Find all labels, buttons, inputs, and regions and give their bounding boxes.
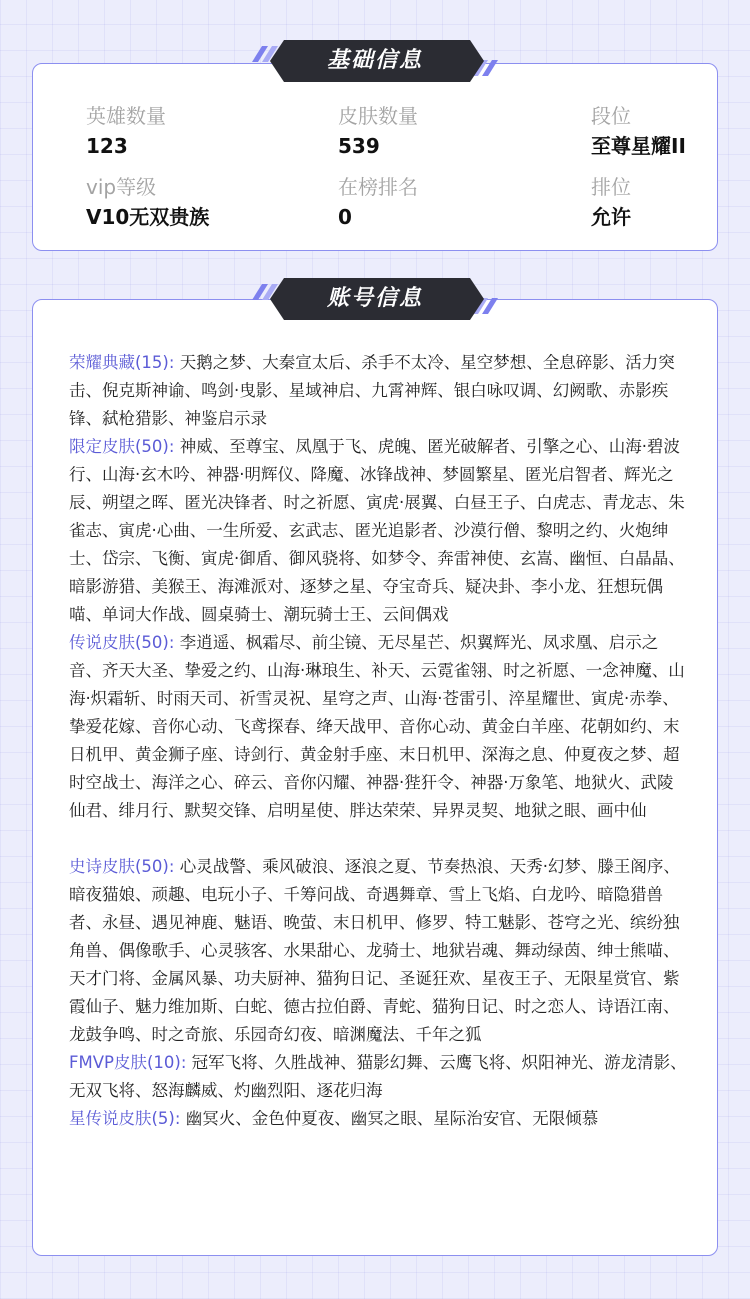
skin-category-legend [69, 629, 689, 825]
skin-category-glory [69, 349, 689, 433]
leaderboard-rank-value: 0 [338, 205, 352, 229]
skin-category-items: 李逍遥、枫霜尽、前尘镜、无尽星芒、炽翼辉光、凤求凰、启示之音、齐天大圣、挚爱之约、山海·琳琅生、补天、云霓雀翎、时之祈愿、一念神魔、山海·炽霜斩、时雨天司、祈雪灵祝、星穹之声、山海·苍雷引、淬星耀世、寅虎·赤拳、挚爱花嫁、音你心动、飞鸢探春、绛天战甲、音你心动、黄金白羊座、花朝如约、末日机甲、黄金狮子座、诗剑行、黄金射手座、末日机甲、深海之息、仲夏夜之梦、超时空战士、海洋之心、碎云、音你闪耀、神器·狴犴令、神器·万象笔、地狱火、武陵仙君、绯月行、默契交锋、启明星使、胖达荣荣、异界灵契、地狱之眼、画中仙 [69, 633, 685, 820]
skin-category-star-legend [69, 1105, 689, 1133]
vip-level-value: V10无双贵族 [86, 205, 210, 229]
skin-count-value: 539 [338, 134, 380, 158]
skin-count-field [338, 102, 558, 160]
hero-count-field [86, 102, 306, 160]
rank-tier-field [591, 102, 711, 160]
vip-level-label: vip等级 [86, 175, 157, 199]
skin-count-label: 皮肤数量 [338, 104, 418, 128]
basic-info-card [32, 63, 718, 251]
ranked-mode-value: 允许 [591, 205, 631, 229]
leaderboard-rank-field [338, 173, 558, 231]
rank-tier-label: 段位 [591, 104, 631, 128]
vip-level-field [86, 173, 306, 231]
account-info-card [32, 299, 718, 1256]
skin-category-fmvp [69, 1049, 689, 1105]
skin-category-limited [69, 433, 689, 629]
skin-category-items: 天鹅之梦、大秦宣太后、杀手不太冷、星空梦想、全息碎影、活力突击、倪克斯神谕、鸣剑·曳影、星域神启、九霄神辉、银白咏叹调、幻阙歌、赤影疾锋、弑枪猎影、神鉴启示录 [69, 353, 675, 428]
skin-category-items: 心灵战警、乘风破浪、逐浪之夏、节奏热浪、天秀·幻梦、滕王阁序、暗夜猫娘、顽趣、电玩小子、千筹问战、奇遇舞章、雪上飞焰、白龙吟、暗隐猎兽者、永昼、遇见神鹿、魅语、晚萤、末日机甲、修罗、特工魅影、苍穹之光、缤纷独角兽、偶像歌手、心灵骇客、水果甜心、龙骑士、地狱岩魂、舞动绿茵、绅士熊喵、天才门将、金属风暴、功夫厨神、猫狗日记、圣诞狂欢、星夜王子、无限星赏官、紫霞仙子、魅力维加斯、白蛇、德古拉伯爵、青蛇、猫狗日记、时之恋人、诗语江南、龙鼓争鸣、时之奇旅、乐园奇幻夜、暗渊魔法、千年之狐 [69, 857, 680, 1044]
ranked-mode-label: 排位 [591, 175, 631, 199]
spacer [69, 825, 689, 853]
basic-info-banner [248, 38, 502, 84]
skin-category-label: FMVP皮肤(10): [69, 1053, 187, 1072]
skin-category-label: 星传说皮肤(5): [69, 1109, 181, 1128]
skin-category-label: 史诗皮肤(50): [69, 857, 175, 876]
rank-tier-value: 至尊星耀II [591, 134, 686, 158]
hero-count-label: 英雄数量 [86, 104, 166, 128]
skin-category-items: 神威、至尊宝、凤凰于飞、虎魄、匿光破解者、引擎之心、山海·碧波行、山海·玄木吟、神器·明辉仪、降魔、冰锋战神、梦圆繁星、匿光启智者、辉光之辰、朔望之晖、匿光决锋者、时之祈愿、寅虎·展翼、白昼王子、白虎志、青龙志、朱雀志、寅虎·心曲、一生所爱、玄武志、匿光追影者、沙漠行僧、黎明之约、火炮绅士、岱宗、飞衡、寅虎·御盾、御风骁将、如梦令、奔雷神使、玄嵩、幽恒、白晶晶、暗影游猎、美猴王、海滩派对、逐梦之星、夺宝奇兵、疑决卦、李小龙、狂想玩偶喵、单词大作战、圆桌骑士、潮玩骑士王、云间偶戏 [69, 437, 685, 624]
skin-category-epic [69, 853, 689, 1049]
ranked-mode-field [591, 173, 711, 231]
hero-count-value: 123 [86, 134, 128, 158]
skin-category-items: 冠军飞将、久胜战神、猫影幻舞、云鹰飞将、炽阳神光、游龙清影、无双飞将、怒海麟威、灼幽烈阳、逐花归海 [69, 1053, 687, 1100]
skin-category-label: 荣耀典藏(15): [69, 353, 175, 372]
basic-info-title: 基础信息 [326, 48, 423, 73]
account-info-title: 账号信息 [326, 286, 423, 311]
skin-category-items: 幽冥火、金色仲夏夜、幽冥之眼、星际治安官、无限倾慕 [185, 1109, 599, 1128]
account-info-banner [248, 276, 502, 322]
skin-category-label: 限定皮肤(50): [69, 437, 175, 456]
leaderboard-rank-label: 在榜排名 [338, 175, 418, 199]
skin-list [69, 349, 689, 1133]
skin-category-label: 传说皮肤(50): [69, 633, 175, 652]
